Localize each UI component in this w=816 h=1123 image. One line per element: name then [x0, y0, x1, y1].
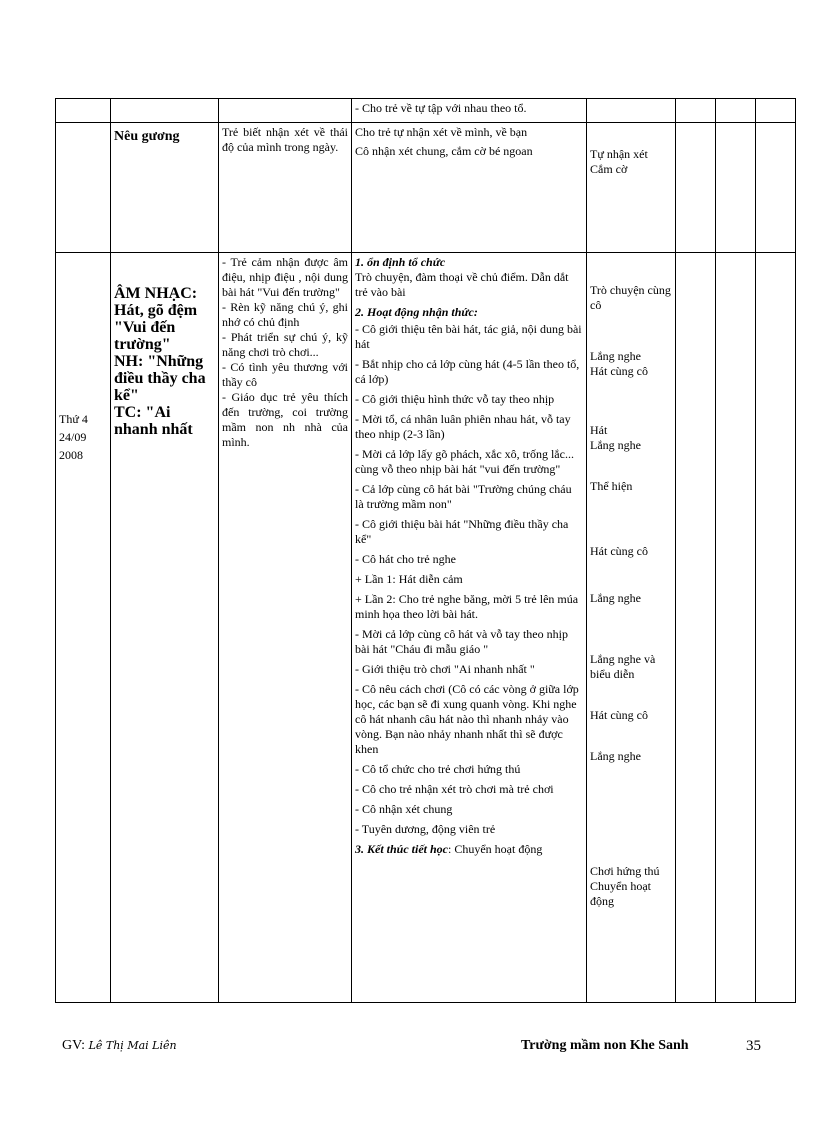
topic-subject: ÂM NHẠC:: [114, 285, 198, 302]
day-cell: [56, 253, 111, 1003]
topic-song: Hát, gõ đệm "Vui đến trường": [114, 302, 198, 353]
year-label: 2008: [59, 448, 83, 462]
closing-text: : Chuyển hoạt động: [448, 842, 543, 856]
topic-game: TC: "Ai nhanh nhất: [114, 404, 193, 438]
teacher-signature: Lê Thị Mai Liên: [88, 1039, 177, 1052]
activity-line: - Tuyên dương, động viên trẻ: [355, 822, 496, 836]
date-label: 24/09: [59, 430, 87, 444]
method-line: Thể hiện: [590, 479, 633, 493]
method-line: Hát cùng cô: [590, 364, 648, 378]
objective-item: - Trẻ cảm nhận được âm điệu, nhịp điệu , nội dung bài hát "Vui đến trường": [222, 255, 348, 299]
activity-line: Cô nhận xét chung, cắm cờ bé ngoan: [355, 144, 533, 158]
method-line: Lắng nghe và biểu diễn: [590, 652, 656, 681]
method-cell: [587, 123, 676, 253]
objective-item: - Phát triển sự chú ý, kỹ năng chơi trò chơi...: [222, 330, 348, 359]
activity-cell: [352, 123, 587, 253]
topic-cell: [111, 123, 219, 253]
activity-line: - Bắt nhịp cho cả lớp cùng hát (4-5 lần theo tổ, cá lớp): [355, 357, 580, 386]
section-heading: 1. ổn định tổ chức: [355, 255, 446, 269]
activity-line: Trò chuyện, đàm thoại về chủ điểm. Dẫn dắt trẻ vào bài: [355, 270, 569, 299]
method-line: Chuyển hoạt động: [590, 879, 651, 908]
lesson-plan-table: [55, 98, 796, 1003]
objective-cell: [219, 253, 352, 1003]
activity-line: - Mời tổ, cá nhân luân phiên nhau hát, vỗ tay theo nhịp (2-3 lần): [355, 412, 571, 441]
method-cell: [587, 253, 676, 1003]
footer-school: Trường mầm non Khe Sanh: [521, 1038, 689, 1053]
activity-line: - Cô cho trẻ nhận xét trò chơi mà trẻ chơi: [355, 782, 554, 796]
table-row: [56, 123, 796, 253]
method-line: Cắm cờ: [590, 162, 628, 176]
method-line: Tự nhận xét: [590, 147, 648, 161]
section-heading: 2. Hoạt động nhận thức:: [355, 305, 478, 319]
table-row: [56, 253, 796, 1003]
method-line: Lắng nghe: [590, 438, 641, 452]
objective-item: - Có tình yêu thương với thầy cô: [222, 360, 348, 389]
objective-item: - Giáo dục trẻ yêu thích đến trường, coi trường mầm non nh nhà của mình.: [222, 390, 348, 449]
day-label: Thứ 4: [59, 412, 88, 426]
activity-line: - Cô hát cho trẻ nghe: [355, 552, 456, 566]
activity-line: - Cô giới thiệu hình thức vỗ tay theo nhịp: [355, 392, 555, 406]
activity-line: - Cô nêu cách chơi (Cô có các vòng ở giữa lớp học, các bạn sẽ đi xung quanh vòng. Khi nghe cô hát nhanh câu hát nào thì nhanh nhảy vào vòng. Bạn nào nhảy nhanh nhất thì sẽ được khen: [355, 682, 579, 756]
method-line: Trò chuyện cùng cô: [590, 283, 671, 312]
activity-line: Cho trẻ tự nhận xét về mình, về bạn: [355, 125, 528, 139]
activity-line: - Mời cả lớp cùng cô hát và vỗ tay theo nhịp bài hát "Cháu đi mẫu giáo ": [355, 627, 568, 656]
method-line: Lắng nghe: [590, 749, 641, 763]
activity-line: - Mời cả lớp lấy gõ phách, xắc xô, trống lắc... cùng vỗ theo nhịp bài hát "vui đến trường": [355, 447, 574, 476]
topic-title: Nêu gương: [114, 129, 180, 144]
objective-cell: [219, 123, 352, 253]
section-heading: 3. Kết thúc tiết học: [355, 842, 448, 856]
activity-line: - Cô tổ chức cho trẻ chơi hứng thú: [355, 762, 521, 776]
table-row: [56, 99, 796, 123]
activity-line: - Cô nhận xét chung: [355, 802, 453, 816]
activity-line: - Cả lớp cùng cô hát bài "Trường chúng cháu là trường mầm non": [355, 482, 572, 511]
teacher-label: GV:: [62, 1038, 86, 1053]
method-line: Lắng nghe: [590, 349, 641, 363]
topic-cell: [111, 253, 219, 1003]
method-line: Hát cùng cô: [590, 544, 648, 558]
activity-line: - Cô giới thiệu bài hát "Những điều thầy cha kể": [355, 517, 569, 546]
activity-cell: - Cho trẻ về tự tập với nhau theo tổ.: [352, 99, 587, 123]
topic-listening: NH: "Những điều thầy cha kể": [114, 353, 206, 404]
method-line: Hát: [590, 423, 608, 437]
activity-line: + Lần 1: Hát diễn cảm: [355, 572, 463, 586]
objective-item: - Rèn kỹ năng chú ý, ghi nhớ có chủ định: [222, 300, 348, 329]
activity-cell: [352, 253, 587, 1003]
method-line: Chơi hứng thú: [590, 864, 660, 878]
method-line: Lắng nghe: [590, 591, 641, 605]
footer-teacher: [62, 1038, 177, 1054]
objective-text: Trẻ biết nhận xét về thái độ của mình trong ngày.: [222, 125, 348, 154]
page-number: 35: [746, 1038, 761, 1054]
closing-line: [355, 842, 583, 857]
activity-line: - Cô giới thiệu tên bài hát, tác giả, nội dung bài hát: [355, 322, 582, 351]
method-line: Hát cùng cô: [590, 708, 648, 722]
activity-line: + Lần 2: Cho trẻ nghe băng, mời 5 trẻ lên múa minh họa theo lời bài hát.: [355, 592, 579, 621]
activity-line: - Giới thiệu trò chơi "Ai nhanh nhất ": [355, 662, 535, 676]
